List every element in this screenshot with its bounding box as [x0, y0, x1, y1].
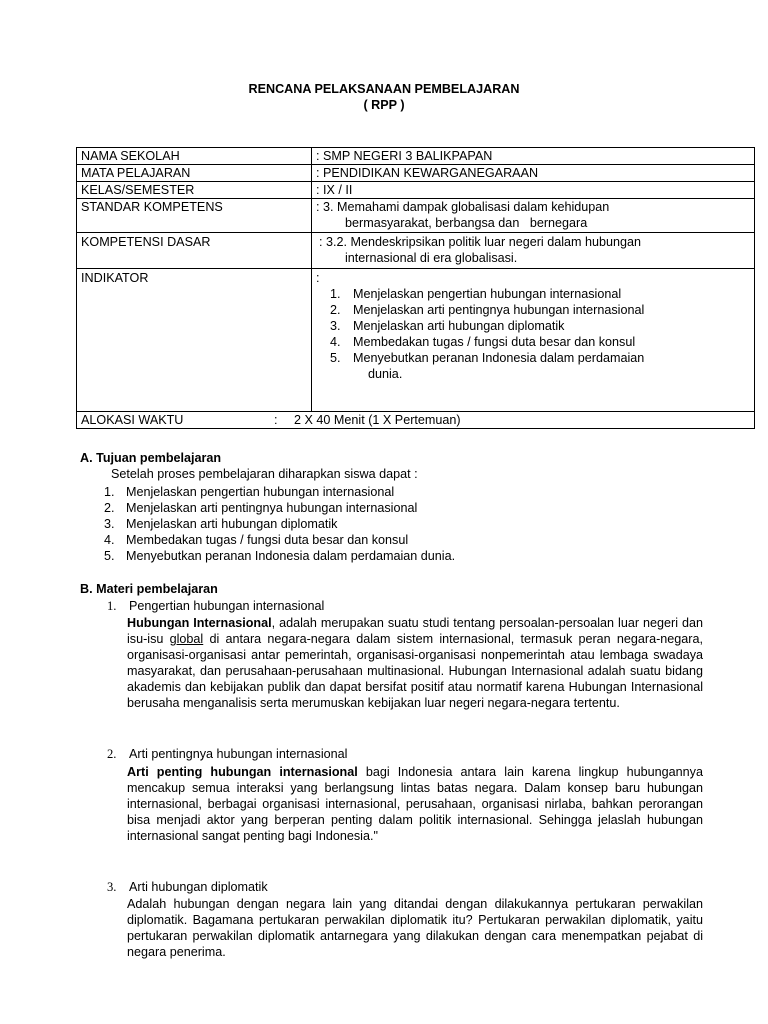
kd-line-1: : 3.2. Mendeskripsikan politik luar negeri dalam hubungan — [319, 235, 642, 249]
list-text: Menjelaskan pengertian hubungan internasional — [353, 287, 622, 301]
value-standar-kompetensi — [312, 199, 755, 233]
label-mata-pelajaran: MATA PELAJARAN — [77, 165, 312, 182]
table-row — [77, 199, 755, 233]
list-text: Menyebutkan peranan Indonesia dalam perdamaian dunia. — [126, 549, 456, 563]
paragraph-text: bagi Indonesia antara lain karena lingkup hubungannya mencakup semua interaksi yang berlangsung lintas batas negara. Dalam konsep baru hubungan internasional, berbagai organisasi internasional, perusahaan, organisasi nirlaba, bahkan perorangan bisa menjadi aktor yang berperan penting dalam politik internasional. Sehingga jelaslah hubungan internasional sangat penting bagi Indonesia." — [127, 765, 703, 843]
table-row — [77, 233, 755, 269]
document-title: RENCANA PELAKSANAAN PEMBELAJARAN — [248, 82, 520, 96]
sk-line-1: : 3. Memahami dampak globalisasi dalam kehidupan — [316, 200, 610, 214]
tujuan-intro: Setelah proses pembelajaran diharapkan siswa dapat : — [111, 467, 418, 481]
list-number: 1. — [330, 287, 341, 301]
materi-subheading-1 — [107, 599, 324, 614]
section-heading-tujuan: A. Tujuan pembelajaran — [80, 451, 222, 465]
list-number: 3. — [104, 517, 115, 531]
list-number: 5. — [330, 351, 341, 365]
subheading-text: Arti hubungan diplomatik — [129, 880, 268, 894]
table-row — [77, 269, 755, 412]
table-row — [77, 412, 755, 429]
materi-paragraph-3: Adalah hubungan dengan negara lain yang ditandai dengan dilakukannya pertukaran perwakilan diplomatik. Bagamana pertukaran perwakilan diplomatik itu? Pertukaran perwakilan diplomatik, yaitu pertukaran perwakilan diplomatik antarnegara yang dilakukan dengan cara menempatkan pejabat di negara penerima. — [127, 897, 703, 959]
list-item — [330, 318, 750, 334]
list-number: 2. — [330, 303, 341, 317]
term-bold: Hubungan Internasional — [127, 616, 272, 630]
list-text: Menjelaskan arti pentingnya hubungan internasional — [126, 501, 418, 515]
list-item-continuation — [330, 366, 750, 382]
table-row — [77, 182, 755, 199]
list-text: Menyebutkan peranan Indonesia dalam perdamaian — [353, 351, 645, 365]
global-link[interactable]: global — [169, 632, 204, 646]
table-row — [77, 165, 755, 182]
subheading-number: 1. — [107, 599, 117, 613]
label-kelas-semester: KELAS/SEMESTER — [77, 182, 312, 199]
list-number: 4. — [330, 335, 341, 349]
paragraph-text: di antara negara-negara dalam sistem internasional, termasuk peran negara-negara, organisasi-organisasi antar pemerintah, organisasi-organisasi nonpemerintah atau lembaga swadaya masyarakat, dan perusahaan-perusahaan multinasional. Hubungan Internasional adalah suatu bidang akademis dan kebijakan publik dan dapat bersifat positif atau normatif karena Hubungan Internasional berusaha menganalisis serta merumuskan kebijakan luar negeri negara-negara tertentu. — [127, 632, 704, 710]
list-item — [104, 516, 455, 532]
subheading-text: Pengertian hubungan internasional — [129, 599, 325, 613]
indikator-colon: : — [316, 271, 320, 285]
subheading-number: 3. — [107, 880, 117, 894]
materi-paragraph-2 — [127, 764, 703, 844]
value-kelas-semester: : IX / II — [312, 182, 755, 199]
list-number: 4. — [104, 533, 115, 547]
paragraph-text: , adalah merupakan suatu studi tentang persoalan-persoalan luar negeri dan isu-isu — [127, 616, 703, 646]
list-item — [104, 548, 455, 564]
value-mata-pelajaran: : PENDIDIKAN KEWARGANEGARAAN — [312, 165, 755, 182]
value-kompetensi-dasar — [312, 233, 755, 269]
alokasi-colon: : — [274, 413, 278, 427]
list-text: Membedakan tugas / fungsi duta besar dan konsul — [353, 335, 636, 349]
list-text: Menjelaskan arti hubungan diplomatik — [353, 319, 565, 333]
table-row — [77, 148, 755, 165]
list-item — [330, 350, 750, 366]
label-alokasi-waktu: ALOKASI WAKTU — [81, 413, 184, 427]
list-item — [330, 286, 750, 302]
list-text: Menjelaskan arti hubungan diplomatik — [126, 517, 338, 531]
kd-line-2: internasional di era globalisasi. — [345, 251, 518, 265]
list-text: Membedakan tugas / fungsi duta besar dan konsul — [126, 533, 409, 547]
sk-line-2: bermasyarakat, berbangsa dan bernegara — [345, 216, 588, 230]
value-indikator — [312, 269, 755, 412]
label-indikator: INDIKATOR — [77, 269, 312, 412]
document-subtitle: ( RPP ) — [363, 98, 405, 112]
list-number: 5. — [104, 549, 115, 563]
list-text: dunia. — [368, 367, 403, 381]
subheading-number: 2. — [107, 747, 117, 761]
indikator-list — [316, 286, 750, 382]
list-text: Menjelaskan arti pentingnya hubungan internasional — [353, 303, 645, 317]
subheading-text: Arti pentingnya hubungan internasional — [129, 747, 348, 761]
label-standar-kompetensi: STANDAR KOMPETENS — [77, 199, 312, 233]
list-item — [330, 302, 750, 318]
label-kompetensi-dasar: KOMPETENSI DASAR — [77, 233, 312, 269]
list-item — [330, 334, 750, 350]
list-text: Menjelaskan pengertian hubungan internasional — [126, 485, 395, 499]
list-number: 2. — [104, 501, 115, 515]
list-number: 1. — [104, 485, 115, 499]
label-nama-sekolah: NAMA SEKOLAH — [77, 148, 312, 165]
materi-subheading-3 — [107, 880, 268, 895]
list-item — [104, 500, 455, 516]
list-item — [104, 532, 455, 548]
materi-paragraph-1 — [127, 615, 703, 711]
value-alokasi-waktu: 2 X 40 Menit (1 X Pertemuan) — [294, 413, 461, 427]
section-heading-materi: B. Materi pembelajaran — [80, 582, 218, 596]
tujuan-list — [104, 484, 455, 564]
identity-table — [76, 147, 755, 429]
value-nama-sekolah: : SMP NEGERI 3 BALIKPAPAN — [312, 148, 755, 165]
term-bold: Arti penting hubungan internasional — [127, 765, 358, 779]
list-number: 3. — [330, 319, 341, 333]
materi-subheading-2 — [107, 747, 347, 762]
list-item — [104, 484, 455, 500]
alokasi-waktu-row — [77, 412, 755, 429]
